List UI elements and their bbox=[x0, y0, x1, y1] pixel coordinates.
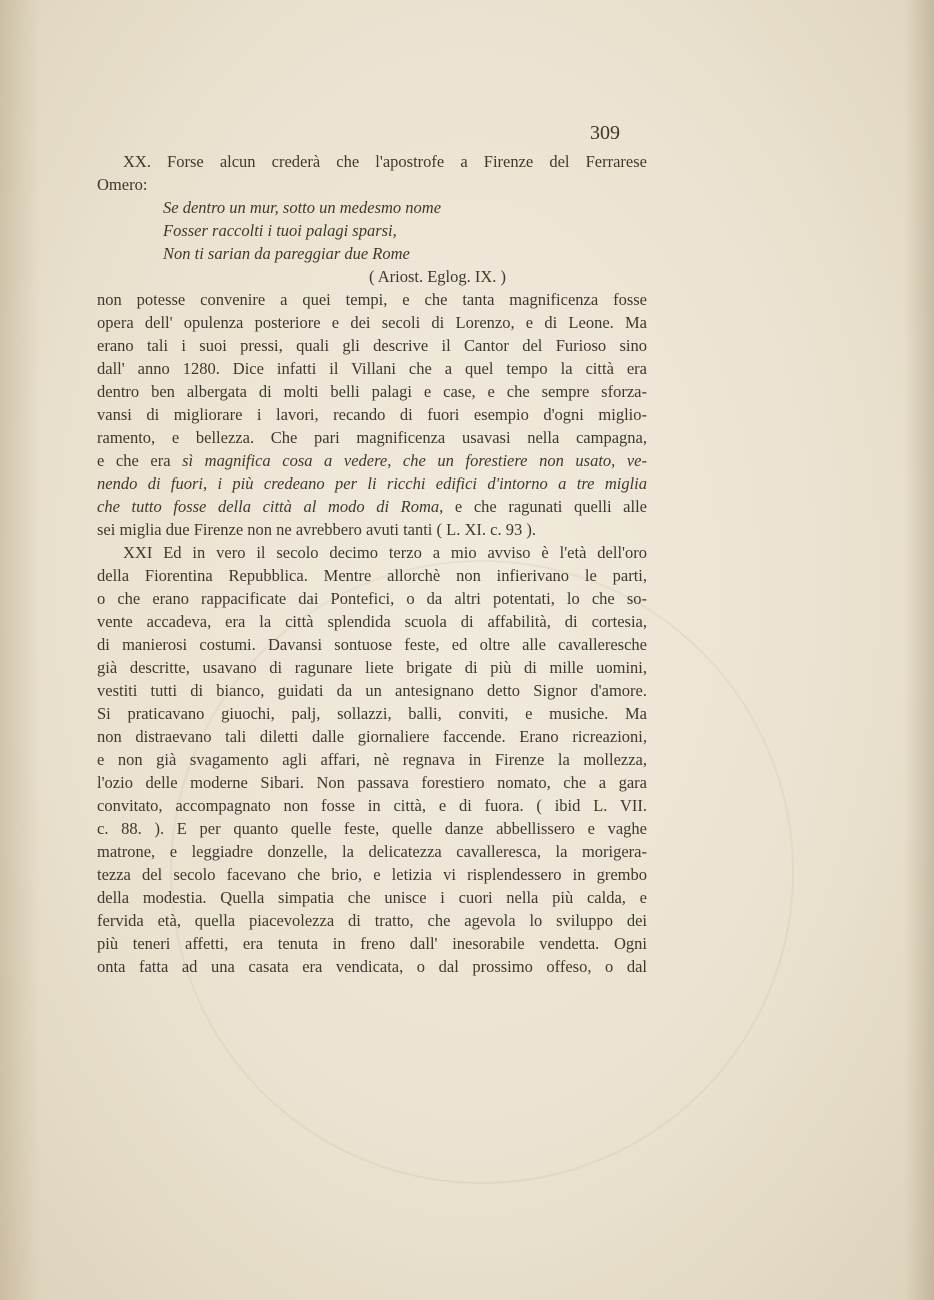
text-line: dall' anno 1280. Dice infatti il Villani che a quel tempo la città era bbox=[97, 359, 647, 378]
text-line: Si praticavano giuochi, palj, sollazzi, balli, conviti, e musiche. Ma bbox=[97, 704, 647, 723]
text-line: onta fatta ad una casata era vendicata, o dal prossimo offeso, o dal bbox=[97, 957, 647, 976]
verse-citation: ( Ariost. Eglog. IX. ) bbox=[369, 267, 507, 286]
text-line: di manierosi costumi. Davansi sontuose feste, ed oltre alle cavalleresche bbox=[97, 635, 647, 654]
text-line: sei miglia due Firenze non ne avrebbero avuti tanti ( L. XI. c. 93 ). bbox=[97, 520, 536, 539]
text-line bbox=[97, 495, 647, 518]
right-edge-shadow bbox=[904, 0, 934, 1300]
text-line: non potesse convenire a quei tempi, e che tanta magnificenza fosse bbox=[97, 290, 647, 309]
text-line: dentro ben albergata di molti belli palagi e case, e che sempre sforza- bbox=[97, 382, 647, 401]
verse-line: Se dentro un mur, sotto un medesmo nome bbox=[163, 198, 442, 217]
text-line: più teneri affetti, era tenuta in freno dall' inesorabile vendetta. Ogni bbox=[97, 934, 647, 953]
text-line: della Fiorentina Repubblica. Mentre allorchè non infierivano le parti, bbox=[97, 566, 647, 585]
verse-line: Non ti sarian da pareggiar due Rome bbox=[163, 244, 410, 263]
text-line: Omero: bbox=[97, 175, 148, 194]
verse-line: Fosser raccolti i tuoi palagi sparsi, bbox=[163, 221, 397, 240]
text-line: o che erano rappacificate dai Pontefici, o da altri potentati, lo che so- bbox=[97, 589, 647, 608]
text-line: XXI Ed in vero il secolo decimo terzo a mio avviso è l'età dell'oro bbox=[123, 543, 647, 562]
italic-quote: sì magnifica cosa a vedere, che un forestiere non usato, ve- bbox=[182, 451, 647, 470]
text-line: e non già svagamento agli affari, nè regnava in Firenze la mollezza, bbox=[97, 750, 647, 769]
text-line: vansi di migliorare i lavori, recando di fuori esempio d'ogni miglio- bbox=[97, 405, 647, 424]
text-line: opera dell' opulenza posteriore e dei secoli di Lorenzo, e di Leone. Ma bbox=[97, 313, 647, 332]
body-text bbox=[97, 150, 647, 978]
italic-quote: che tutto fosse della città al modo di Roma, bbox=[97, 497, 444, 516]
text-line: matrone, e leggiadre donzelle, la delicatezza cavalleresca, la morigera- bbox=[97, 842, 647, 861]
text-line: della modestia. Quella simpatia che unisce i cuori nella più calda, e bbox=[97, 888, 647, 907]
left-edge-shadow bbox=[0, 0, 40, 1300]
text-line: già descritte, usavano di ragunare liete brigate di più di mille uomini, bbox=[97, 658, 647, 677]
page-number: 309 bbox=[590, 122, 620, 144]
text-line: l'ozio delle moderne Sibari. Non passava forestiero nomato, che a gara bbox=[97, 773, 647, 792]
text-line: ramento, e bellezza. Che pari magnificenza usavasi nella campagna, bbox=[97, 428, 647, 447]
text-run: e che era bbox=[97, 451, 183, 470]
text-line: tezza del secolo facevano che brio, e letizia vi risplendessero in grembo bbox=[97, 865, 647, 884]
text-line: non distraevano tali diletti dalle giornaliere faccende. Erano ricreazioni, bbox=[97, 727, 647, 746]
text-line: vente accadeva, era la città splendida scuola di affabilità, di cortesia, bbox=[97, 612, 647, 631]
text-line: erano tali i suoi pressi, quali gli descrive il Cantor del Furioso sino bbox=[97, 336, 647, 355]
text-line: vestiti tutti di bianco, guidati da un antesignano detto Signor d'amore. bbox=[97, 681, 647, 700]
text-line: convitato, accompagnato non fosse in città, e di fuora. ( ibid L. VII. bbox=[97, 796, 647, 815]
text-line: c. 88. ). E per quanto quelle feste, quelle danze abbellissero e vaghe bbox=[97, 819, 647, 838]
text-line bbox=[97, 449, 647, 472]
text-run: e che ragunati quelli alle bbox=[443, 497, 647, 516]
text-line: fervida età, quella piacevolezza di tratto, che agevola lo sviluppo dei bbox=[97, 911, 647, 930]
italic-quote-line: nendo di fuori, i più credeano per li ricchi edifici d'intorno a tre miglia bbox=[97, 474, 647, 493]
text-line: XX. Forse alcun crederà che l'apostrofe a Firenze del Ferrarese bbox=[123, 152, 647, 171]
